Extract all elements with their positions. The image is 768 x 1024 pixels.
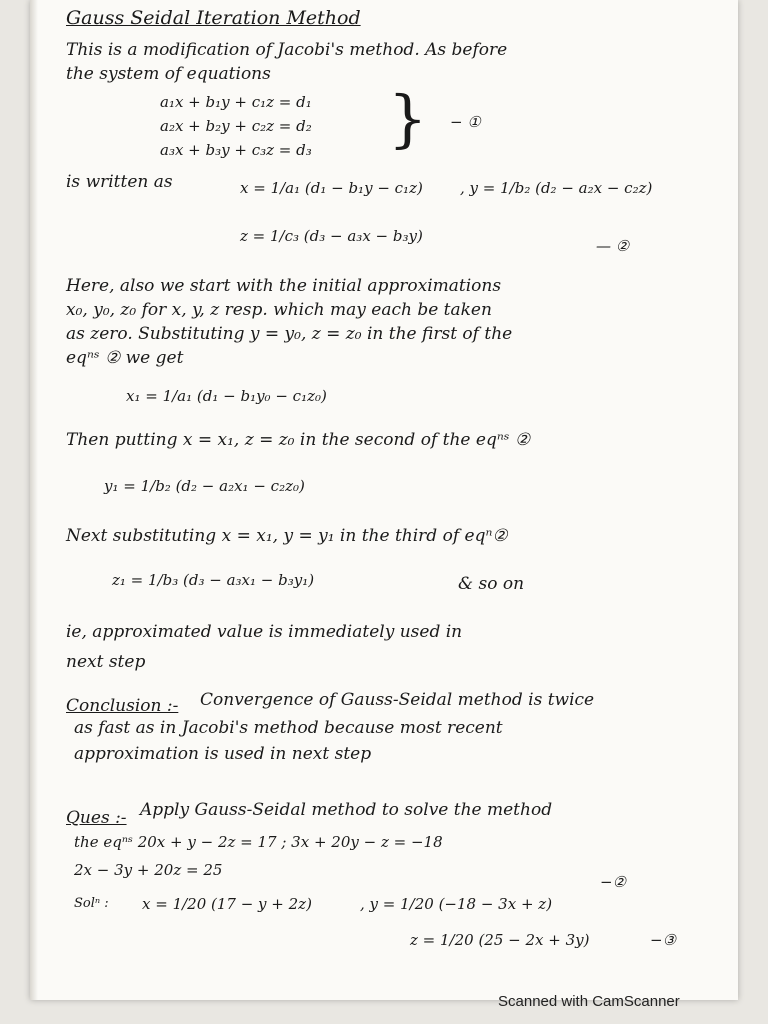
camscanner-watermark: Scanned with CamScanner — [498, 993, 680, 1010]
solution-z: z = 1/20 (25 − 2x + 3y) — [410, 931, 590, 949]
ie-line-1: ie, approximated value is immediately used in — [66, 622, 463, 642]
solution-label: Solⁿ : — [74, 896, 109, 911]
formula-x: x = 1/a₁ (d₁ − b₁y − c₁z) — [240, 179, 423, 197]
para-line-2: x₀, y₀, z₀ for x, y, z resp. which may each be taken — [66, 300, 492, 320]
question-label: Ques :- — [66, 808, 127, 828]
solution-tag-2: −② — [600, 873, 627, 891]
equation-1: a₁x + b₁y + c₁z = d₁ — [160, 93, 312, 111]
conclusion-line-2: as fast as in Jacobi's method because most recent — [74, 718, 503, 738]
system-tag: − ① — [450, 113, 481, 131]
para-line-3: as zero. Substituting y = y₀, z = z₀ in the first of the — [66, 324, 513, 344]
so-on-text: & so on — [458, 574, 525, 594]
conclusion-line-1: Convergence of Gauss-Seidal method is twice — [200, 690, 595, 710]
formula-z1: z₁ = 1/b₃ (d₃ − a₃x₁ − b₃y₁) — [112, 571, 315, 589]
scanned-page — [30, 0, 738, 1000]
then-line: Then putting x = x₁, z = z₀ in the second of the eqⁿˢ ② — [66, 430, 531, 450]
para-line-4: eqⁿˢ ② we get — [66, 348, 184, 368]
conclusion-label: Conclusion :- — [66, 696, 179, 716]
formula-y1: y₁ = 1/b₂ (d₂ − a₂x₁ − c₂z₀) — [104, 477, 305, 495]
formula-y: , y = 1/b₂ (d₂ − a₂x − c₂z) — [460, 179, 653, 197]
solution-x: x = 1/20 (17 − y + 2z) — [142, 895, 312, 913]
question-line-2: the eqⁿˢ 20x + y − 2z = 17 ; 3x + 20y − z = −18 — [74, 833, 443, 851]
question-line-1: Apply Gauss-Seidal method to solve the method — [140, 800, 553, 820]
solution-y: , y = 1/20 (−18 − 3x + z) — [360, 895, 553, 913]
formula-x1: x₁ = 1/a₁ (d₁ − b₁y₀ − c₁z₀) — [126, 387, 327, 405]
formula-z: z = 1/c₃ (d₃ − a₃x − b₃y) — [240, 227, 423, 245]
ie-line-2: next step — [66, 652, 146, 672]
solution-tag-3: −③ — [650, 931, 677, 949]
page-title: Gauss Seidal Iteration Method — [66, 7, 361, 29]
intro-line-2: the system of equations — [66, 64, 271, 84]
formula-tag: — ② — [596, 237, 630, 255]
equation-3: a₃x + b₃y + c₃z = d₃ — [160, 141, 312, 159]
para-line-1: Here, also we start with the initial approximations — [66, 276, 502, 296]
next-line: Next substituting x = x₁, y = y₁ in the third of eqⁿ② — [66, 526, 508, 546]
question-line-3: 2x − 3y + 20z = 25 — [74, 861, 223, 879]
equation-2: a₂x + b₂y + c₂z = d₂ — [160, 117, 312, 135]
right-brace: } — [388, 82, 428, 155]
written-as-text: is written as — [66, 172, 173, 192]
intro-line-1: This is a modification of Jacobi's method. As before — [66, 40, 508, 60]
conclusion-line-3: approximation is used in next step — [74, 744, 372, 764]
